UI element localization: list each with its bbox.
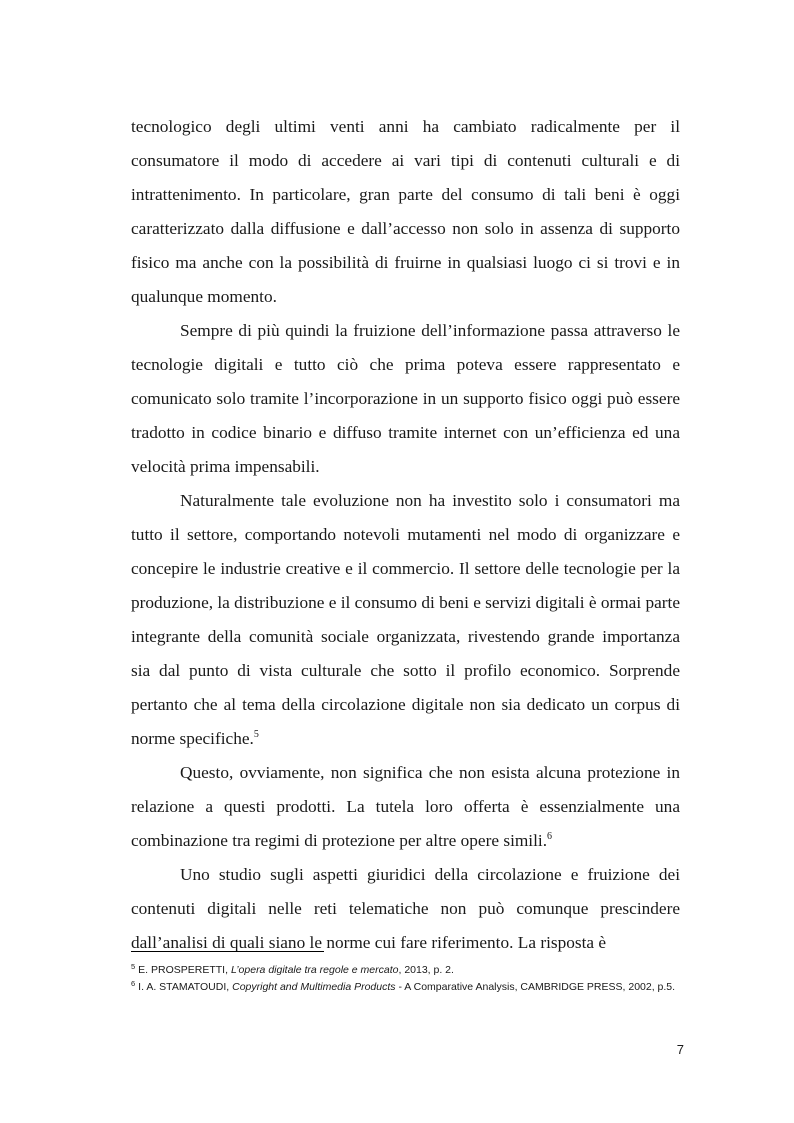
page-number: 7: [676, 1042, 684, 1057]
paragraph: Uno studio sugli aspetti giuridici della circolazione e fruizione dei contenuti digitali nelle reti telematiche non può comunque prescindere dall’analisi di quali siano le norme cui fare riferimento. La risposta è: [131, 865, 680, 952]
footnote-ref[interactable]: 5: [253, 729, 259, 740]
footnote: $^6$ I. A. STAMATOUDI, Copyright and Multimedia Products - A Comparative Analysis, CAMBRIDGE PRESS, 2002, p.5.: [131, 979, 676, 993]
footnote-ref[interactable]: 6: [547, 831, 553, 842]
footnote-number: 5: [131, 962, 136, 971]
body-text: [131, 110, 680, 960]
paragraph: tecnologico degli ultimi venti anni ha cambiato radicalmente per il consumatore il modo di accedere ai vari tipi di contenuti culturali e di intrattenimento. In particolare, gran parte del consumo di tali beni è oggi caratterizzato dalla diffusione e dall’accesso non solo in assenza di supporto fisico ma anche con la possibilità di fruirne in qualsiasi luogo ci si trovi e in qualunque momento.: [131, 117, 680, 306]
footnote-divider: [131, 951, 324, 952]
paragraph: Naturalmente tale evoluzione non ha investito solo i consumatori ma tutto il settore, comportando notevoli mutamenti nel modo di organizzare e concepire le industrie creative e il commercio. Il settore delle tecnologie per la produzione, la distribuzione e il consumo di beni e servizi digitali è ormai parte integrante della comunità sociale organizzata, rivestendo grande importanza sia dal punto di vista culturale che sotto il profilo economico. Sorprende pertanto che al tema della circolazione digitale non sia dedicato un corpus di norme specifiche.$^5$: [131, 491, 681, 748]
footnote: $^5$ E. PROSPERETTI, L’opera digitale tra regole e mercato, 2013, p. 2.: [131, 962, 454, 976]
footnotes: [131, 962, 680, 996]
paragraph: Questo, ovviamente, non significa che non esista alcuna protezione in relazione a questi prodotti. La tutela loro offerta è essenzialmente una combinazione tra regimi di protezione per altre opere simili.$^6$: [131, 763, 680, 850]
footnote-number: 6: [131, 979, 136, 988]
paragraph: Sempre di più quindi la fruizione dell’informazione passa attraverso le tecnologie digitali e tutto ciò che prima poteva essere rappresentato e comunicato solo tramite l’incorporazione in un supporto fisico oggi può essere tradotto in codice binario e diffuso tramite internet con un’efficienza ed una velocità prima impensabili.: [131, 321, 680, 476]
